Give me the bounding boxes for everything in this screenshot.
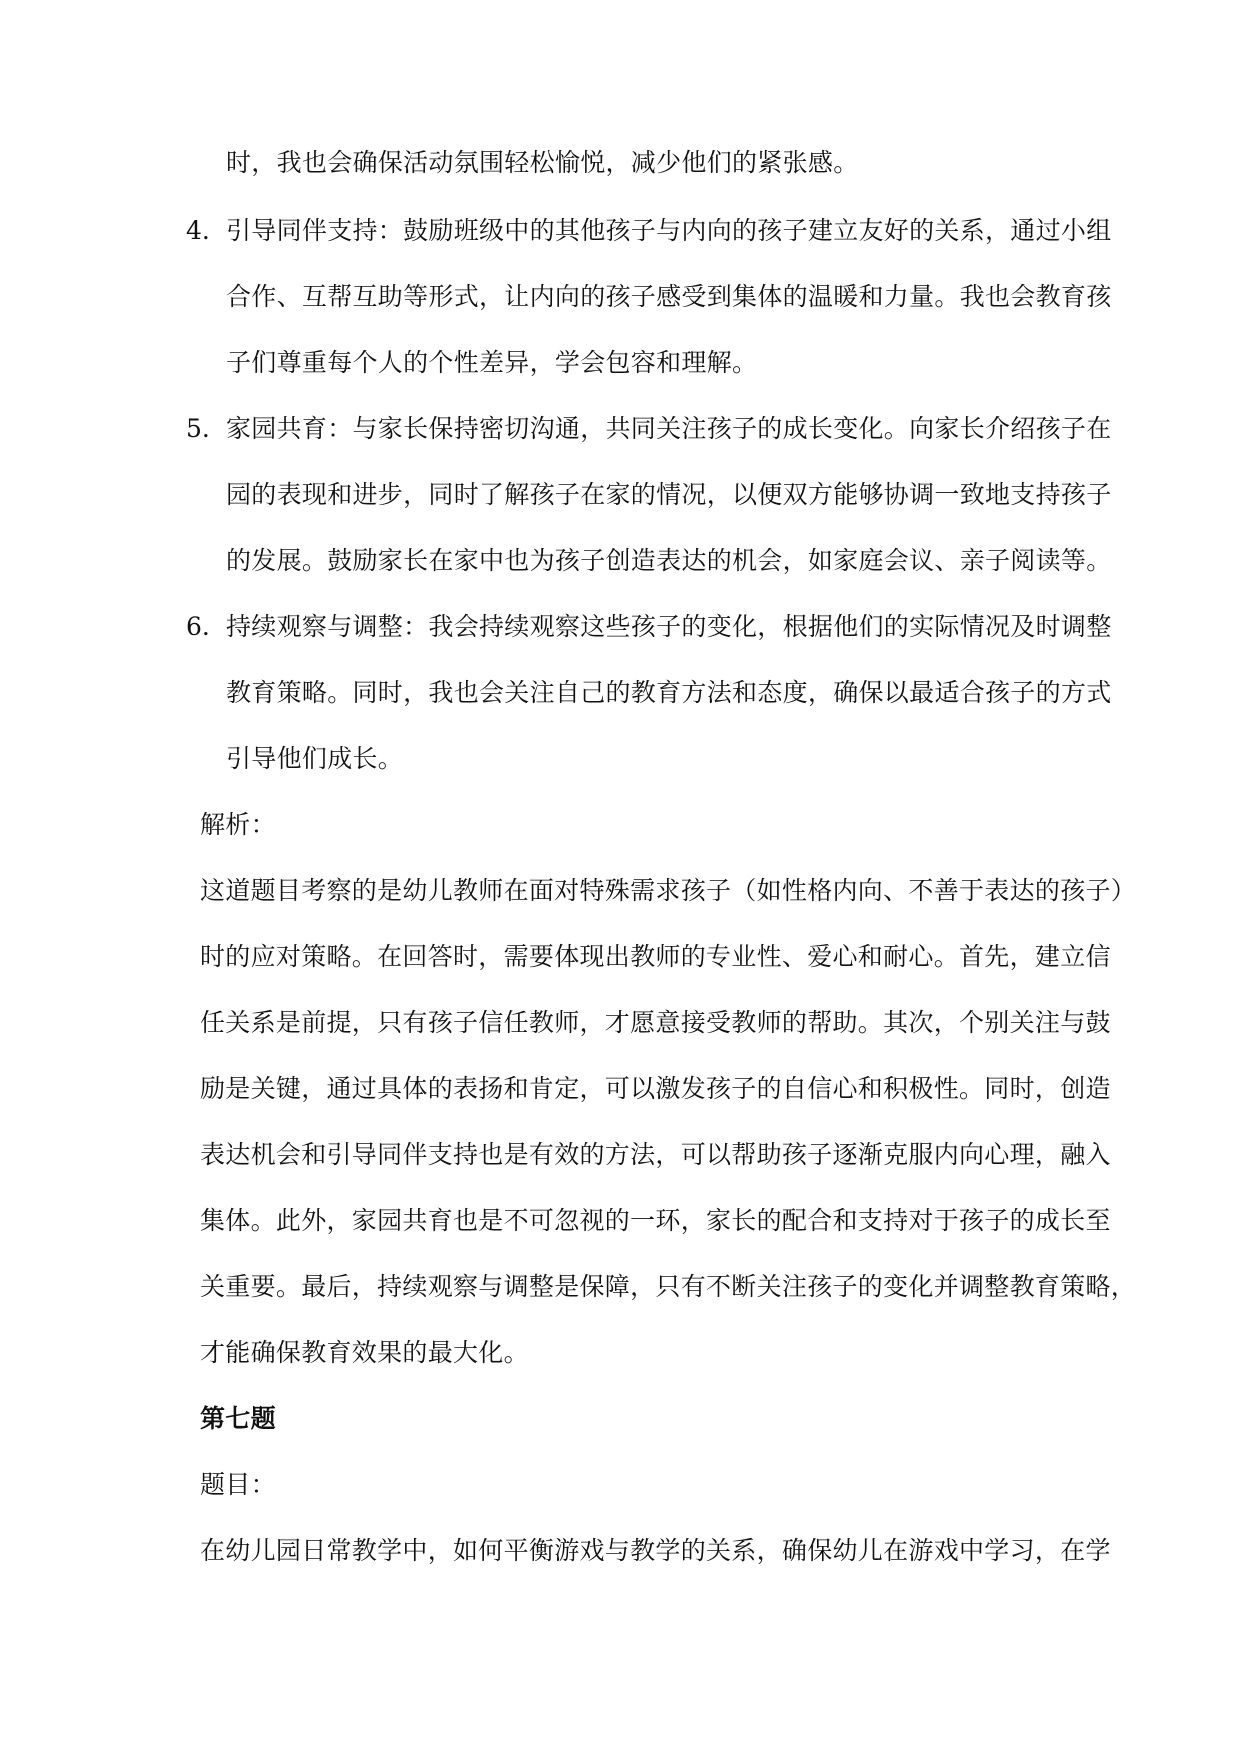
analysis-paragraph-line-7: 关重要。最后，持续观察与调整是保障，只有不断关注孩子的变化并调整教育策略，	[200, 1272, 1137, 1301]
list-item-4-line-3: 子们尊重每个人的个性差异，学会包容和理解。	[226, 348, 758, 377]
analysis-paragraph-line-2: 时的应对策略。在回答时，需要体现出教师的专业性、爱心和耐心。首先，建立信	[200, 942, 1111, 971]
list-item-6-line-1: 持续观察与调整：我会持续观察这些孩子的变化，根据他们的实际情况及时调整	[226, 612, 1112, 641]
list-number-5: 5.	[186, 414, 210, 443]
list-item-5-line-1: 家园共育：与家长保持密切沟通，共同关注孩子的成长变化。向家长介绍孩子在	[226, 414, 1112, 443]
analysis-paragraph-line-4: 励是关键，通过具体的表扬和肯定，可以激发孩子的自信心和积极性。同时，创造	[200, 1074, 1111, 1103]
analysis-paragraph-line-1: 这道题目考察的是幼儿教师在面对特殊需求孩子（如性格内向、不善于表达的孩子）	[200, 876, 1137, 905]
list-item-5-line-2: 园的表现和进步，同时了解孩子在家的情况，以便双方能够协调一致地支持孩子	[226, 480, 1112, 509]
list-number-4: 4.	[186, 216, 210, 245]
analysis-paragraph-line-6: 集体。此外，家园共育也是不可忽视的一环，家长的配合和支持对于孩子的成长至	[200, 1206, 1111, 1235]
question-7-heading: 第七题	[200, 1404, 276, 1433]
list-item-6-line-2: 教育策略。同时，我也会关注自己的教育方法和态度，确保以最适合孩子的方式	[226, 678, 1112, 707]
list-item-3-continuation: 时，我也会确保活动氛围轻松愉悦，减少他们的紧张感。	[226, 148, 859, 177]
list-number-6: 6.	[186, 612, 210, 641]
list-item-6-line-3: 引导他们成长。	[226, 744, 404, 773]
question-label: 题目：	[200, 1470, 276, 1499]
analysis-paragraph-line-3: 任关系是前提，只有孩子信任教师，才愿意接受教师的帮助。其次，个别关注与鼓	[200, 1008, 1111, 1037]
analysis-label: 解析：	[200, 810, 276, 839]
analysis-paragraph-line-5: 表达机会和引导同伴支持也是有效的方法，可以帮助孩子逐渐克服内向心理，融入	[200, 1140, 1111, 1169]
analysis-paragraph-line-8: 才能确保教育效果的最大化。	[200, 1338, 529, 1367]
question-text-line-1: 在幼儿园日常教学中，如何平衡游戏与教学的关系，确保幼儿在游戏中学习，在学	[200, 1536, 1111, 1565]
list-item-5-line-3: 的发展。鼓励家长在家中也为孩子创造表达的机会，如家庭会议、亲子阅读等。	[226, 546, 1112, 575]
list-item-4-line-1: 引导同伴支持：鼓励班级中的其他孩子与内向的孩子建立友好的关系，通过小组	[226, 216, 1112, 245]
list-item-4-line-2: 合作、互帮互助等形式，让内向的孩子感受到集体的温暖和力量。我也会教育孩	[226, 282, 1112, 311]
